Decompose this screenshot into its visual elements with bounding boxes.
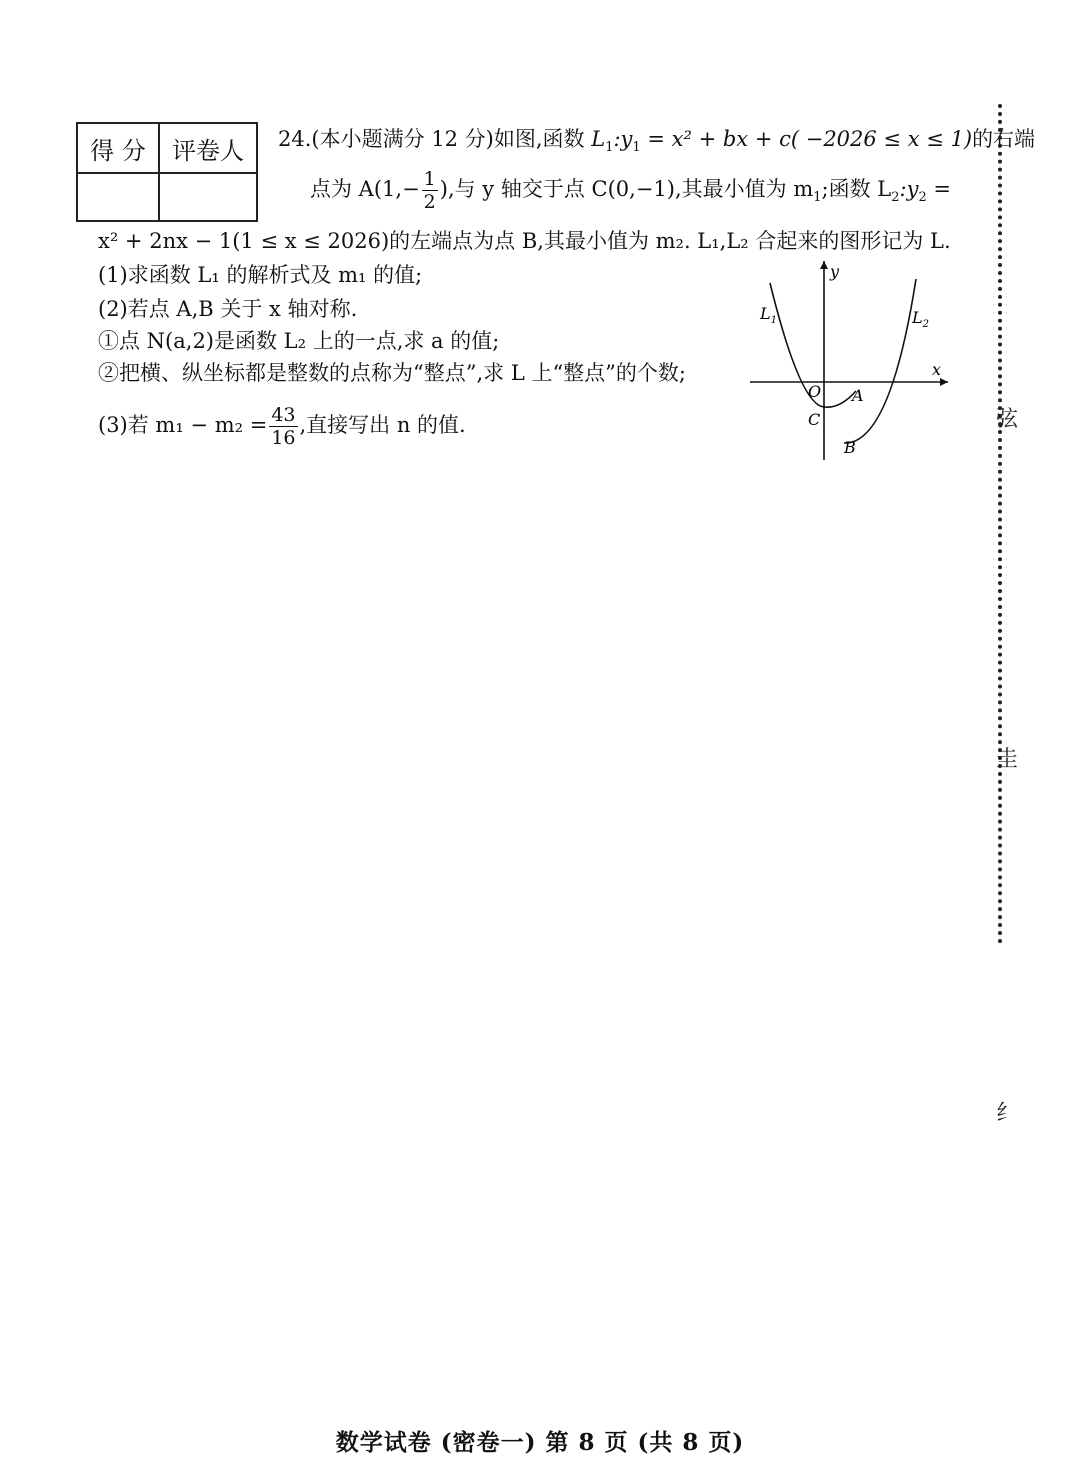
question-2: (2)若点 A,B 关于 x 轴对称. [98, 297, 358, 321]
problem-number: 24. [278, 127, 312, 151]
point-A-label: A [852, 386, 864, 405]
function-graph-figure [740, 255, 960, 470]
origin-label: O [808, 382, 822, 401]
question-2-1: ①点 N(a,2)是函数 L₂ 上的一点,求 a 的值; [98, 329, 500, 353]
fraction-43-16: $\frac{43}{16}$ [271, 404, 296, 449]
grader-cell[interactable] [159, 173, 257, 221]
margin-char-1: 弦 [996, 407, 1019, 432]
x-axis-arrow [940, 378, 948, 386]
L1-label: $L_1$ [760, 304, 777, 326]
question-2-2: ②把横、纵坐标都是整数的点称为“整点”,求 L 上“整点”的个数; [98, 361, 686, 385]
margin-char-2: 圭 [996, 747, 1019, 772]
x-axis-label: x [932, 360, 942, 379]
y-axis-arrow [820, 261, 828, 269]
point-B-label: B [844, 438, 856, 457]
score-label: 得 分 [77, 123, 159, 173]
question-3: (3)若 m₁ − m₂ = $\frac{43}{16}$ ,直接写出 n 的值. [98, 404, 466, 449]
fraction-one-half: $\frac{1}{2}$ [423, 168, 436, 213]
problem-line-2: 点为 A(1,− $\frac{1}{2}$ ),与 y 轴交于点 C(0,−1),其最小值为 $m_1$;函数 $L_2:y_2$ = [310, 168, 952, 213]
L2-label: $L_2$ [912, 308, 929, 330]
margin-char-3: 纟 [996, 1101, 1019, 1126]
problem-line-1: 24.(本小题满分 12 分)如图,函数 $L_1:y_1 = x^2$ + bx + c( −2026 ≤ x ≤ 1)的右端 [278, 127, 1036, 156]
question-1: (1)求函数 L₁ 的解析式及 m₁ 的值; [98, 263, 423, 287]
binding-dotted-line [998, 104, 1002, 944]
y-axis-label: y [830, 262, 840, 281]
problem-line-3: x² + 2nx − 1(1 ≤ x ≤ 2026)的左端点为点 B,其最小值为 m₂. L₁,L₂ 合起来的图形记为 L. [98, 229, 951, 253]
page-footer: 数学试卷 (密卷一) 第 8 页 (共 8 页) [335, 1429, 745, 1456]
score-cell[interactable] [77, 173, 159, 221]
point-C-label: C [808, 410, 821, 429]
score-table [76, 122, 258, 222]
curve-L2 [844, 279, 916, 443]
grader-label: 评卷人 [159, 123, 257, 173]
